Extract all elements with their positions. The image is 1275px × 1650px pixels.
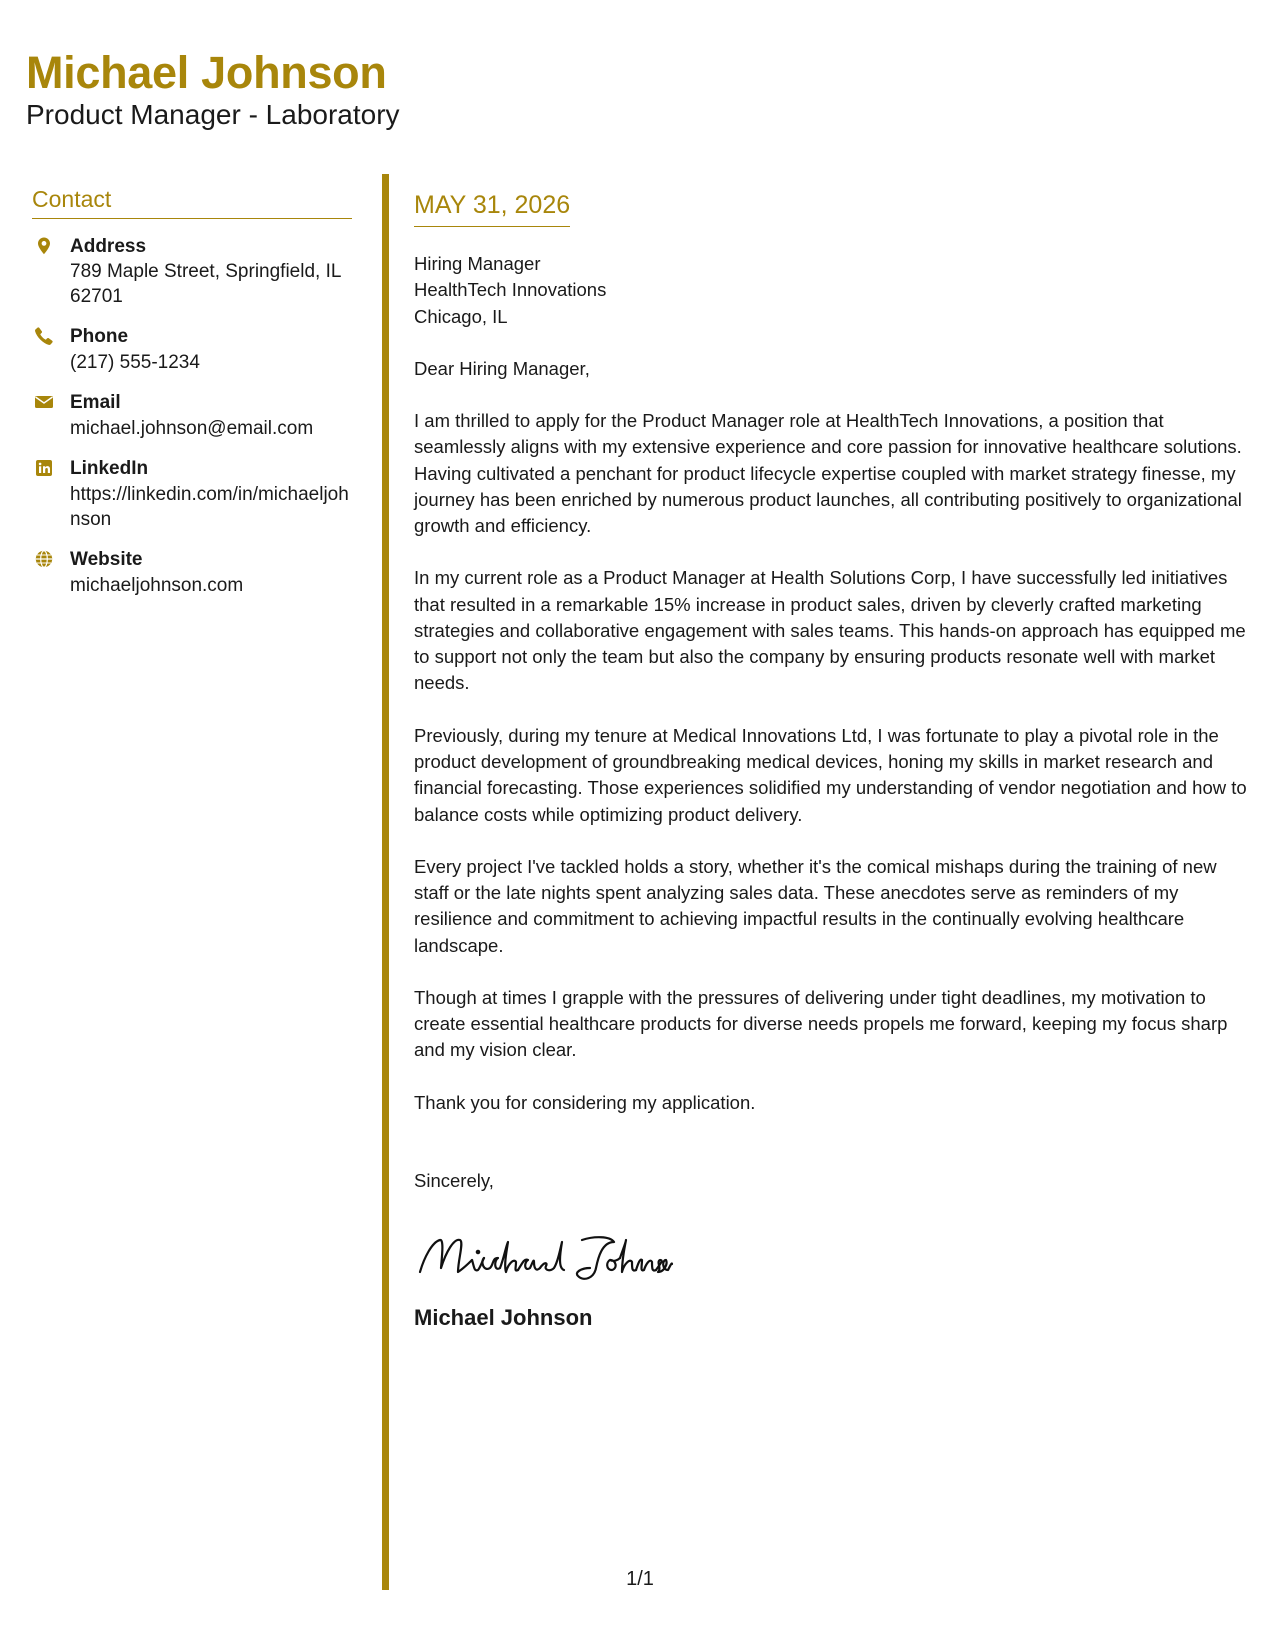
applicant-name: Michael Johnson <box>26 47 387 98</box>
contact-address <box>32 235 352 310</box>
page-number: 1/1 <box>626 1568 654 1590</box>
signed-name: Michael Johnson <box>414 1305 593 1331</box>
recipient-line: HealthTech Innovations <box>414 279 607 301</box>
letter-paragraph: Thank you for considering my application. <box>414 1091 756 1113</box>
letter-body <box>414 190 1252 1333</box>
letter-paragraph: Previously, during my tenure at Medical Innovations Ltd, I was fortunate to play a pivotal role in the product development of groundbreaking medical devices, honing my skills in market research and financial forecasting. Those experiences solidified my understanding of vendor negotiation and how to balance costs while optimizing product delivery. <box>414 724 1247 825</box>
contact-heading: Contact <box>32 186 352 219</box>
recipient-line: Hiring Manager <box>414 253 541 274</box>
letter-paragraph: I am thrilled to apply for the Product Manager role at HealthTech Innovations, a position that seamlessly aligns with my extensive experience and core passion for innovative healthcare solutions. Having cultivated a penchant for product lifecycle expertise coupled with market strategy finesse, my journey has been enriched by numerous product launches, all contributing positively to organizational growth and efficiency. <box>414 410 1242 537</box>
letter-paragraph: Though at times I grapple with the pressures of delivering under tight deadlines, my motivation to create essential healthcare products for diverse needs propels me forward, keeping my focus sharp and my vision clear. <box>414 986 1228 1061</box>
contact-sidebar <box>32 186 352 598</box>
globe-icon <box>34 549 54 569</box>
contact-phone <box>32 325 352 375</box>
letter-paragraph: In my current role as a Product Manager at Health Solutions Corp, I have successfully led initiatives that resulted in a remarkable 15% increase in product sales, driven by cleverly crafted marketing strategies and collaborative engagement with sales teams. This hands-on approach has equipped me to support not only the team but also the company by ensuring products resonate well with market needs. <box>414 567 1246 694</box>
linkedin-label: LinkedIn <box>70 457 149 479</box>
phone-label: Phone <box>70 326 129 348</box>
recipient-block <box>414 251 1252 330</box>
letter-date: MAY 31, 2026 <box>414 190 570 227</box>
contact-email <box>32 391 352 441</box>
linkedin-icon <box>34 458 54 478</box>
vertical-divider <box>382 174 389 1590</box>
linkedin-value[interactable]: https://linkedin.com/in/michaeljohnson <box>70 483 349 530</box>
address-label: Address <box>70 235 147 257</box>
closing: Sincerely, <box>414 1169 494 1191</box>
website-value[interactable]: michaeljohnson.com <box>70 574 244 596</box>
handwritten-signature <box>414 1228 1252 1288</box>
contact-linkedin <box>32 457 352 532</box>
website-label: Website <box>70 548 143 570</box>
recipient-line: Chicago, IL <box>414 305 508 327</box>
envelope-icon <box>34 392 54 412</box>
phone-value: (217) 555-1234 <box>70 352 200 374</box>
contact-website <box>32 548 352 598</box>
letter-paragraph: Every project I've tackled holds a story, whether it's the comical mishaps during the training of new staff or the late nights spent analyzing sales data. These anecdotes serve as reminders of my resilience and commitment to achieving impactful results in the continually evolving healthcare landscape. <box>414 855 1217 956</box>
greeting: Dear Hiring Manager, <box>414 357 590 379</box>
phone-icon <box>34 326 54 346</box>
email-label: Email <box>70 392 121 414</box>
email-value[interactable]: michael.johnson@email.com <box>70 417 314 439</box>
location-pin-icon <box>34 236 54 256</box>
address-value: 789 Maple Street, Springfield, IL 62701 <box>70 261 341 308</box>
applicant-title: Product Manager - Laboratory <box>26 99 400 130</box>
